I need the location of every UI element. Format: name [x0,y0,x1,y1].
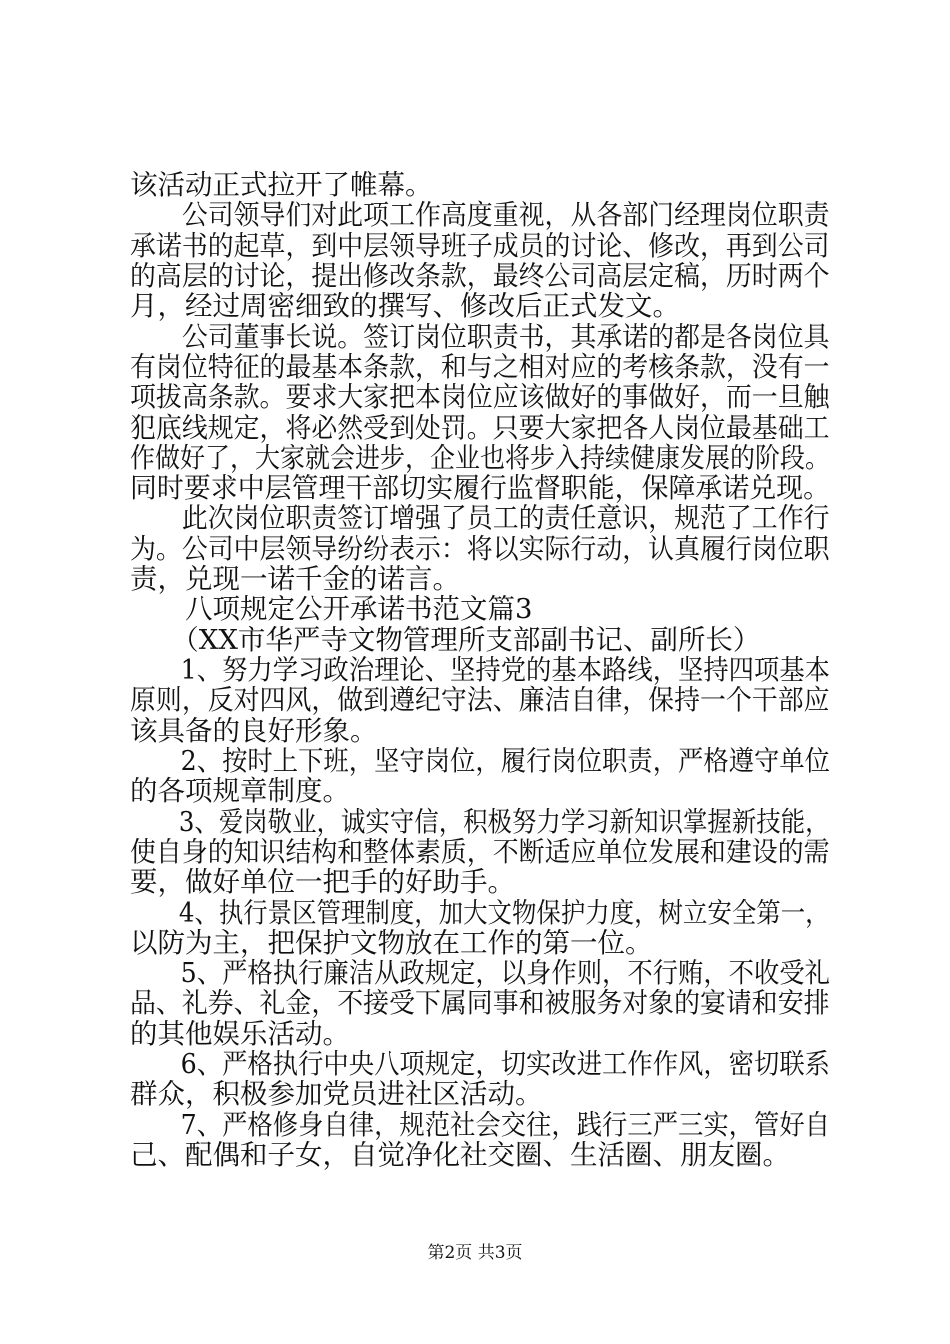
body-text-line: 公司领导们对此项工作高度重视，从各部门经理岗位职责 [130,199,830,232]
section-subheading: （XX市华严寺文物管理所支部副书记、副所长） [130,623,761,656]
body-text-line: 月，经过周密细致的撰写、修改后正式发文。 [130,290,680,323]
body-text-line: 有岗位特征的最基本条款，和与之相对应的考核条款，没有一 [130,350,830,383]
body-text-line: 1、努力学习政治理论、坚持党的基本路线，坚持四项基本 [130,654,830,686]
body-text-line: 5、严格执行廉洁从政规定，以身作则，不行贿，不收受礼 [130,957,830,990]
body-text-line: 以防为主，把保护文物放在工作的第一位。 [130,926,653,959]
body-text-line: 的各项规章制度。 [130,775,350,808]
body-text-line: 的其他娱乐活动。 [130,1017,350,1050]
page-number-footer: 第2页 共3页 [427,1243,523,1263]
body-text-line: 3、爱岗敬业，诚实守信，积极努力学习新知识掌握新技能， [130,805,830,838]
section-heading: 八项规定公开承诺书范文篇3 [130,593,533,626]
body-text-line: 该具备的良好形象。 [130,714,378,747]
body-text-line: 犯底线规定，将必然受到处罚。只要大家把各人岗位最基础工 [130,411,830,444]
body-text-line: 使自身的知识结构和整体素质，不断适应单位发展和建设的需 [130,835,830,868]
body-text-line: 同时要求中层管理干部切实履行监督职能，保障承诺兑现。 [130,472,830,505]
body-text-line: 群众，积极参加党员进社区活动。 [130,1078,543,1111]
body-text-line: 2、按时上下班，坚守岗位，履行岗位职责，严格遵守单位 [130,744,830,777]
body-text-line: 公司董事长说。签订岗位职责书，其承诺的都是各岗位具 [130,320,830,353]
body-text-line: 承诺书的起草，到中层领导班子成员的讨论、修改，再到公司 [130,229,830,262]
body-text-line: 品、礼券、礼金，不接受下属同事和被服务对象的宴请和安排 [130,987,830,1020]
body-text-line: 7、严格修身自律，规范社会交往，践行三严三实，管好自 [130,1108,830,1141]
body-text-line: 该活动正式拉开了帷幕。 [130,169,433,201]
body-text-line: 此次岗位职责签订增强了员工的责任意识，规范了工作行 [130,502,830,535]
body-text-line: 己、配偶和子女，自觉净化社交圈、生活圈、朋友圈。 [130,1139,790,1171]
body-text-line: 6、严格执行中央八项规定，切实改进工作作风，密切联系 [130,1048,830,1081]
body-text-line: 为。公司中层领导纷纷表示：将以实际行动，认真履行岗位职 [130,532,830,565]
body-text-line: 作做好了，大家就会进步，企业也将步入持续健康发展的阶段。 [130,441,830,474]
body-text-line: 要，做好单位一把手的好助手。 [130,866,515,899]
body-text-line: 的高层的讨论，提出修改条款，最终公司高层定稿，历时两个 [130,259,830,292]
body-text-line: 责，兑现一诺千金的诺言。 [130,563,460,596]
body-text-line: 4、执行景区管理制度，加大文物保护力度，树立安全第一， [130,896,830,929]
body-text-line: 项拔高条款。要求大家把本岗位应该做好的事做好，而一旦触 [130,381,830,414]
body-text-line: 原则，反对四风，做到遵纪守法、廉洁自律，保持一个干部应 [130,684,830,717]
